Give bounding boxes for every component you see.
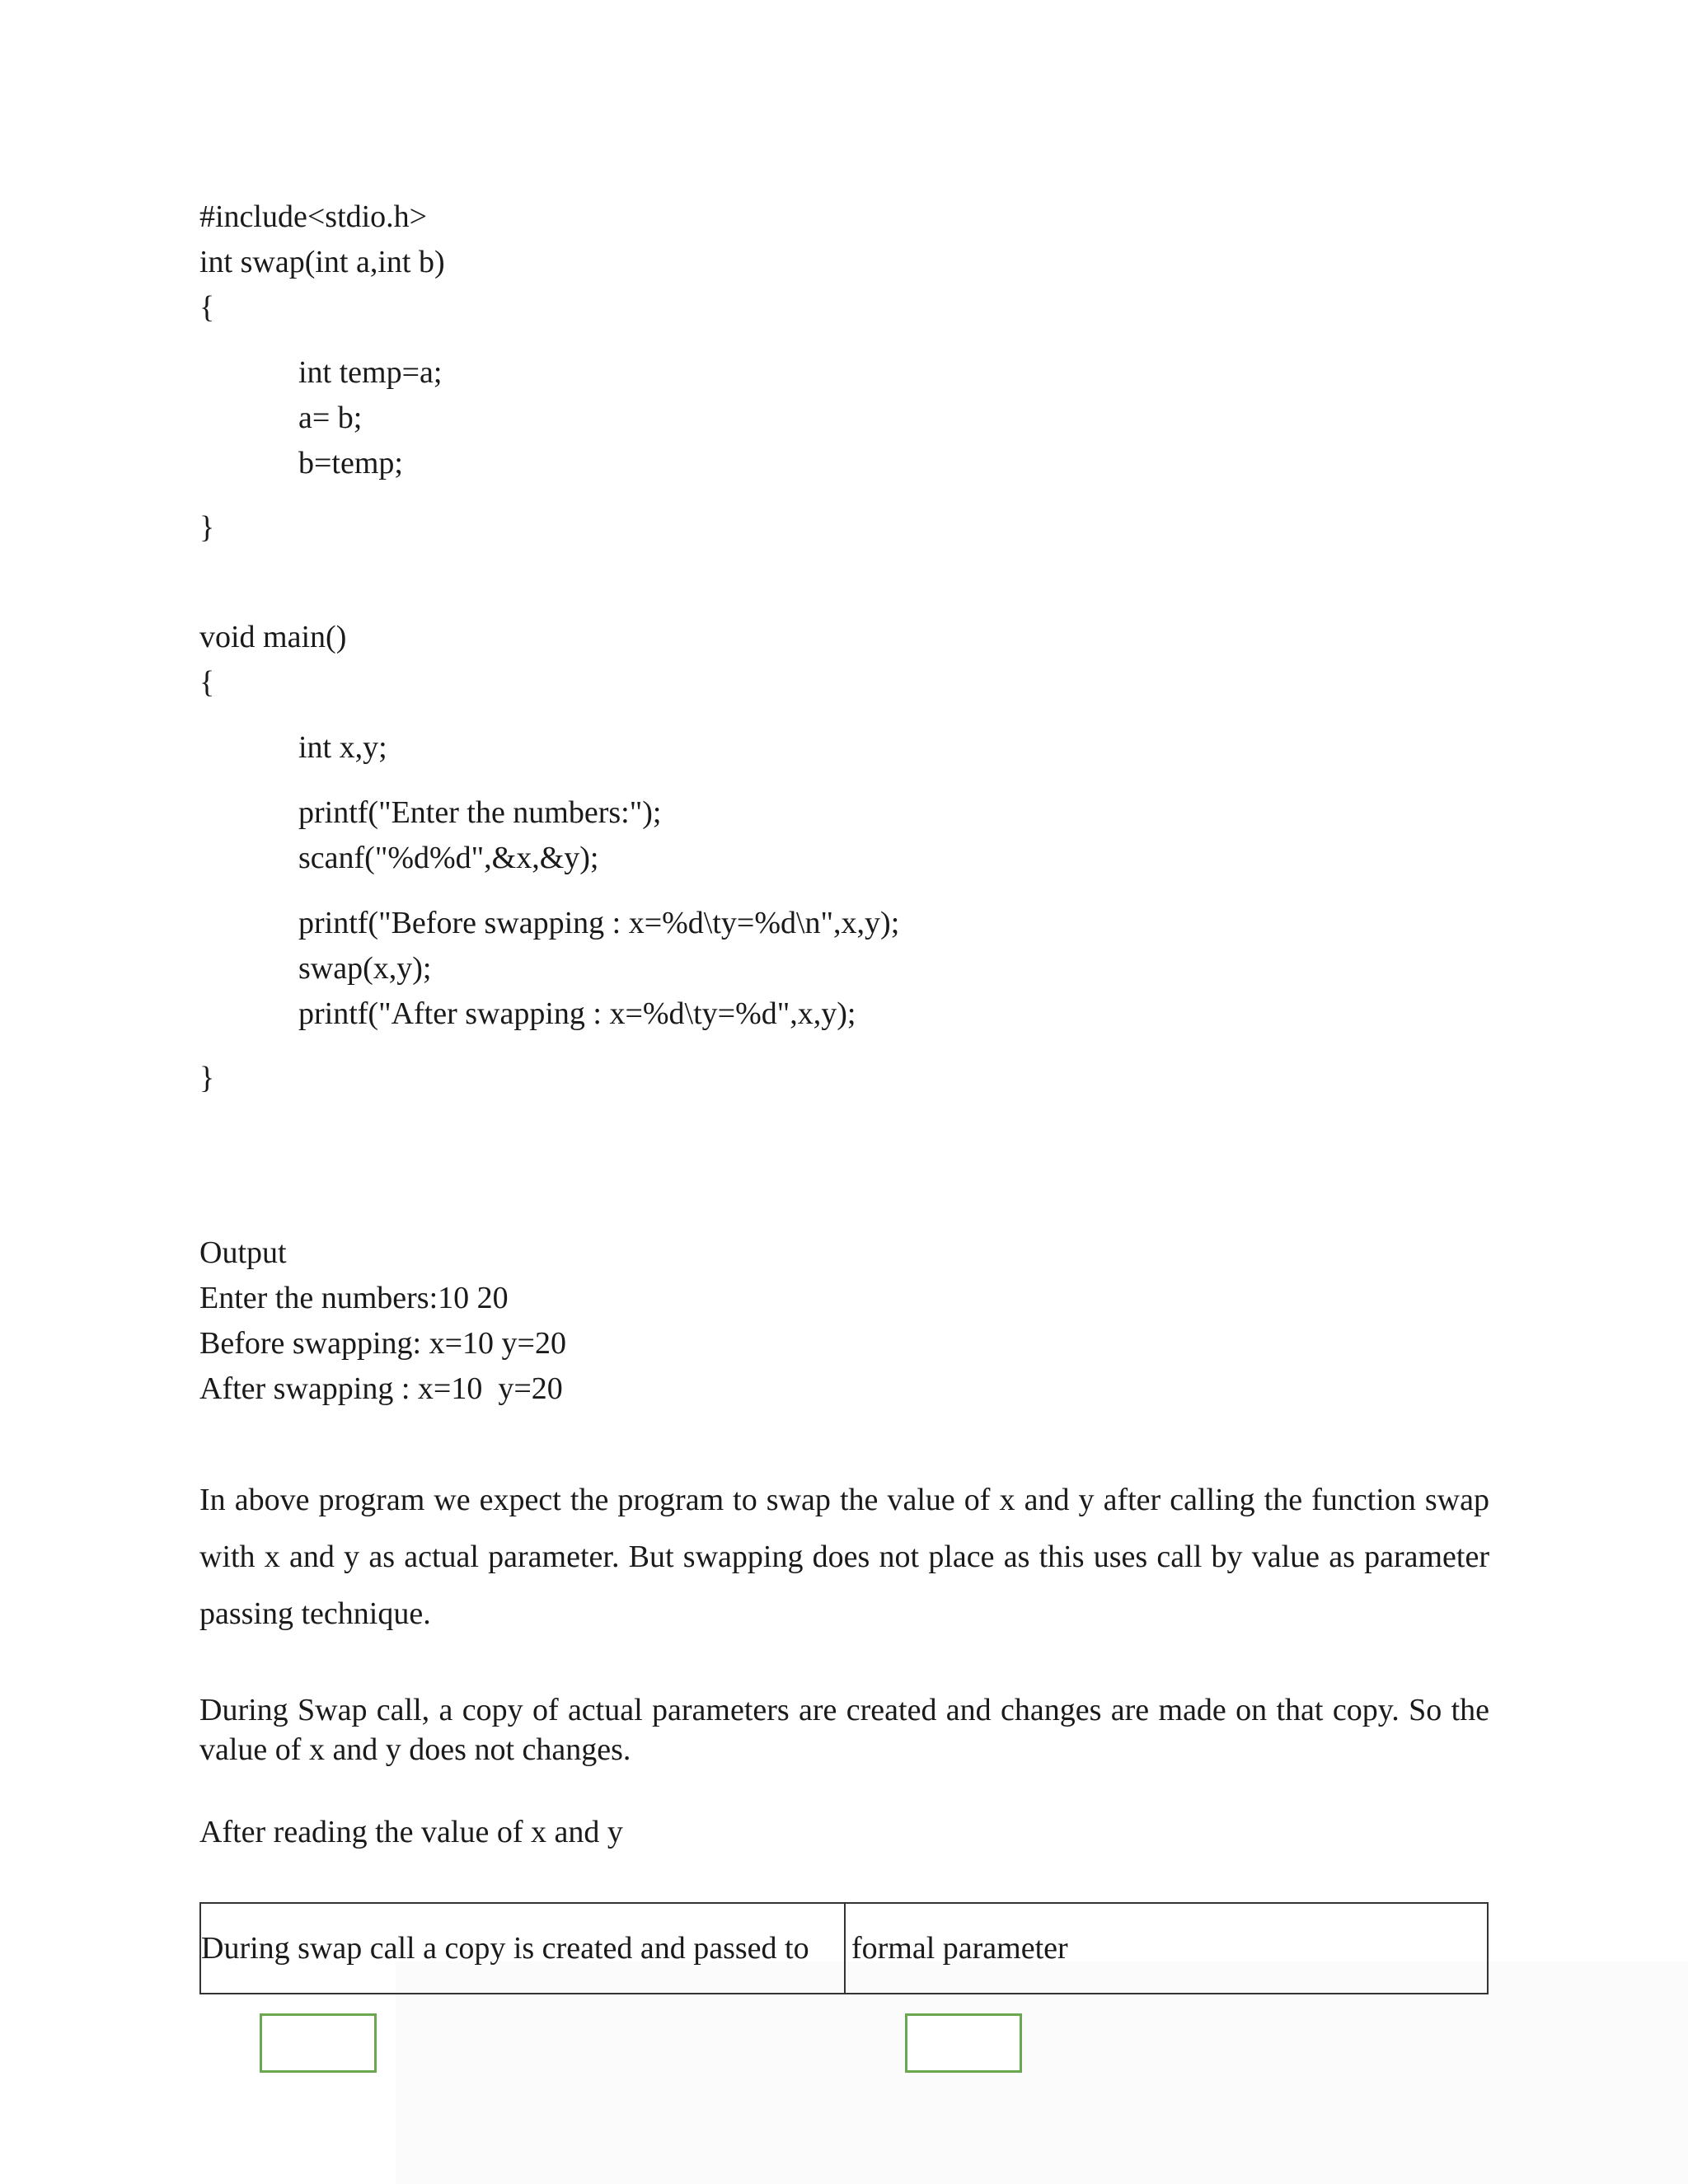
table-cell-left-text: During swap call a copy is created and passed to <box>201 1931 809 1966</box>
code-swap-body-line: int temp=a; <box>298 355 443 390</box>
code-swap-body-line: b=temp; <box>298 446 403 480</box>
code-include-line: #include<stdio.h> <box>199 199 428 234</box>
code-swap-signature: int swap(int a,int b) <box>199 245 445 279</box>
output-line: Enter the numbers:10 20 <box>199 1281 509 1315</box>
page-background-shade <box>396 1961 1688 2184</box>
explanation-paragraph-3: After reading the value of x and y <box>199 1815 623 1849</box>
code-main-input-line: scanf("%d%d",&x,&y); <box>298 841 599 875</box>
formal-parameter-box <box>905 2013 1022 2073</box>
parameter-table <box>199 1902 1489 1994</box>
explanation-paragraph-1: In above program we expect the program to swap the value of x and y after calling the function swap with x and y as actual parameter. But swapping does not place as this uses call by value as parameter passing technique. <box>199 1483 1489 1631</box>
actual-parameter-box <box>260 2013 377 2073</box>
code-main-swap-line: printf("After swapping : x=%d\ty=%d",x,y); <box>298 996 856 1031</box>
code-main-input-line: printf("Enter the numbers:"); <box>298 795 662 830</box>
output-line: Before swapping: x=10 y=20 <box>199 1326 566 1361</box>
explanation-paragraph-2: During Swap call, a copy of actual parameters are created and changes are made on that copy. So the value of x and y does not changes. <box>199 1693 1489 1767</box>
code-swap-close-brace: } <box>199 510 215 545</box>
output-line: After swapping : x=10 y=20 <box>199 1371 563 1406</box>
code-swap-open-brace: { <box>199 290 215 325</box>
output-heading: Output <box>199 1235 287 1270</box>
table-cell-right <box>846 1904 1487 1993</box>
table-cell-right-text: formal parameter <box>851 1931 1068 1966</box>
code-main-swap-line: swap(x,y); <box>298 951 432 986</box>
code-main-swap-line: printf("Before swapping : x=%d\ty=%d\n",x,y); <box>298 906 900 940</box>
code-main-declaration: int x,y; <box>298 730 387 765</box>
code-swap-body-line: a= b; <box>298 401 363 435</box>
code-main-open-brace: { <box>199 665 215 700</box>
table-cell-left <box>201 1904 846 1993</box>
code-main-close-brace: } <box>199 1061 215 1095</box>
code-main-signature: void main() <box>199 620 347 654</box>
